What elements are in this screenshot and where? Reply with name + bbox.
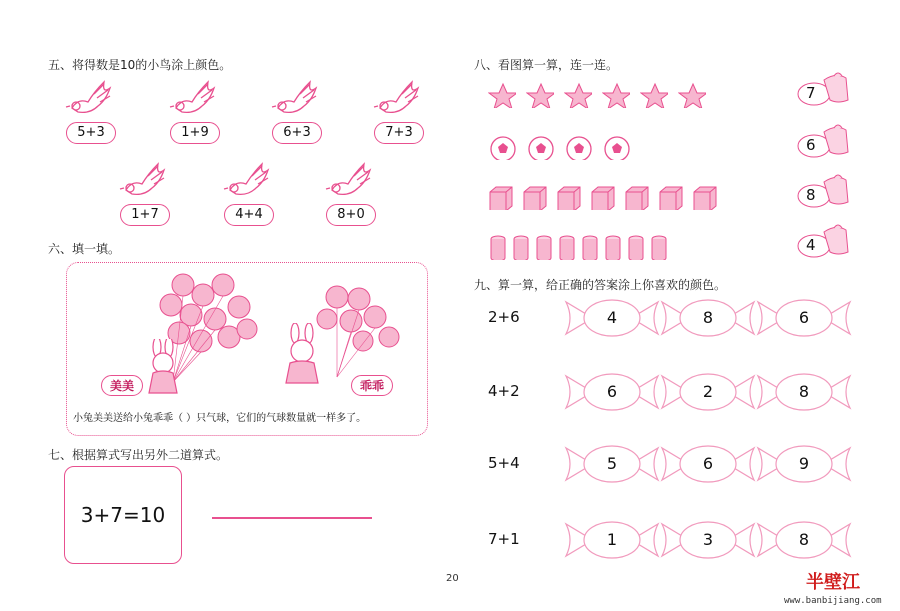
bunny-guaiguai-illustration	[275, 323, 335, 389]
candy-row-expression: 4+2	[488, 382, 520, 400]
bird-expression[interactable]: 8+0	[326, 204, 376, 226]
bird-icon	[168, 78, 224, 118]
candy-option: 3	[702, 530, 714, 549]
candy-row-expression: 5+4	[488, 454, 520, 472]
bird-expression[interactable]: 1+7	[120, 204, 170, 226]
candy-option: 6	[702, 454, 714, 473]
cube-icon	[486, 184, 514, 210]
candy-option: 6	[606, 382, 618, 401]
bird-expression[interactable]: 4+4	[224, 204, 274, 226]
rabbit-tag-icon	[794, 172, 854, 212]
connect-number[interactable]: 7	[806, 84, 816, 102]
candy-option: 2	[702, 382, 714, 401]
answer-line[interactable]	[212, 517, 372, 519]
section8-title: 八、看图算一算，连一连。	[474, 58, 619, 72]
bird-icon	[118, 160, 174, 200]
equation-box	[64, 466, 182, 564]
bird-icon	[372, 78, 428, 118]
name-tag-left: 美美	[101, 375, 143, 396]
soccer-ball-icon	[488, 134, 516, 160]
bird-icon	[270, 78, 326, 118]
candy-option: 8	[702, 308, 714, 327]
candy-option: 9	[798, 454, 810, 473]
soccer-ball-icon	[526, 134, 554, 160]
story-sentence: 小兔美美送给小兔乖乖（ ）只气球，它们的气球数量就一样多了。	[73, 413, 367, 424]
rabbit-tag-icon	[794, 122, 854, 162]
cube-icon	[520, 184, 548, 210]
candy-option: 5	[606, 454, 618, 473]
connect-number[interactable]: 4	[806, 236, 816, 254]
bird-expression[interactable]: 7+3	[374, 122, 424, 144]
star-icon	[488, 82, 516, 108]
section6-title: 六、填一填。	[48, 242, 121, 256]
candy-option: 8	[798, 382, 810, 401]
cube-icon	[690, 184, 718, 210]
cube-icon	[622, 184, 650, 210]
star-icon	[526, 82, 554, 108]
candy-option: 6	[798, 308, 810, 327]
candy-row-expression: 2+6	[488, 308, 520, 326]
bird-icon	[324, 160, 380, 200]
rabbit-tag-icon	[794, 222, 854, 262]
bird-expression[interactable]: 6+3	[272, 122, 322, 144]
watermark-url: www.banbijiang.com	[784, 596, 882, 606]
bird-icon	[64, 78, 120, 118]
section5-title: 五、将得数是10的小鸟涂上颜色。	[48, 58, 232, 72]
candy-option: 4	[606, 308, 618, 327]
candy-option: 8	[798, 530, 810, 549]
section9-title: 九、算一算，给正确的答案涂上你喜欢的颜色。	[474, 278, 727, 292]
soccer-ball-icon	[602, 134, 630, 160]
bird-icon	[222, 160, 278, 200]
star-icon	[602, 82, 630, 108]
watermark-brand: 半壁江	[806, 572, 860, 593]
rabbit-tag-icon	[794, 70, 854, 110]
bird-expression[interactable]: 5+3	[66, 122, 116, 144]
bunny-meimei-illustration	[137, 339, 197, 399]
page-number: 20	[446, 573, 459, 584]
star-icon	[564, 82, 592, 108]
cube-icon	[588, 184, 616, 210]
connect-number[interactable]: 6	[806, 136, 816, 154]
cylinder-icon	[649, 234, 677, 260]
cube-icon	[656, 184, 684, 210]
soccer-ball-icon	[564, 134, 592, 160]
bird-expression[interactable]: 1+9	[170, 122, 220, 144]
section7-title: 七、根据算式写出另外二道算式。	[48, 448, 229, 462]
candy-row-expression: 7+1	[488, 530, 520, 548]
star-icon	[678, 82, 706, 108]
candy-option: 1	[606, 530, 618, 549]
connect-number[interactable]: 8	[806, 186, 816, 204]
story-frame	[66, 262, 428, 436]
star-icon	[640, 82, 668, 108]
equation-text: 3+7=10	[80, 503, 166, 527]
cube-icon	[554, 184, 582, 210]
name-tag-right: 乖乖	[351, 375, 393, 396]
